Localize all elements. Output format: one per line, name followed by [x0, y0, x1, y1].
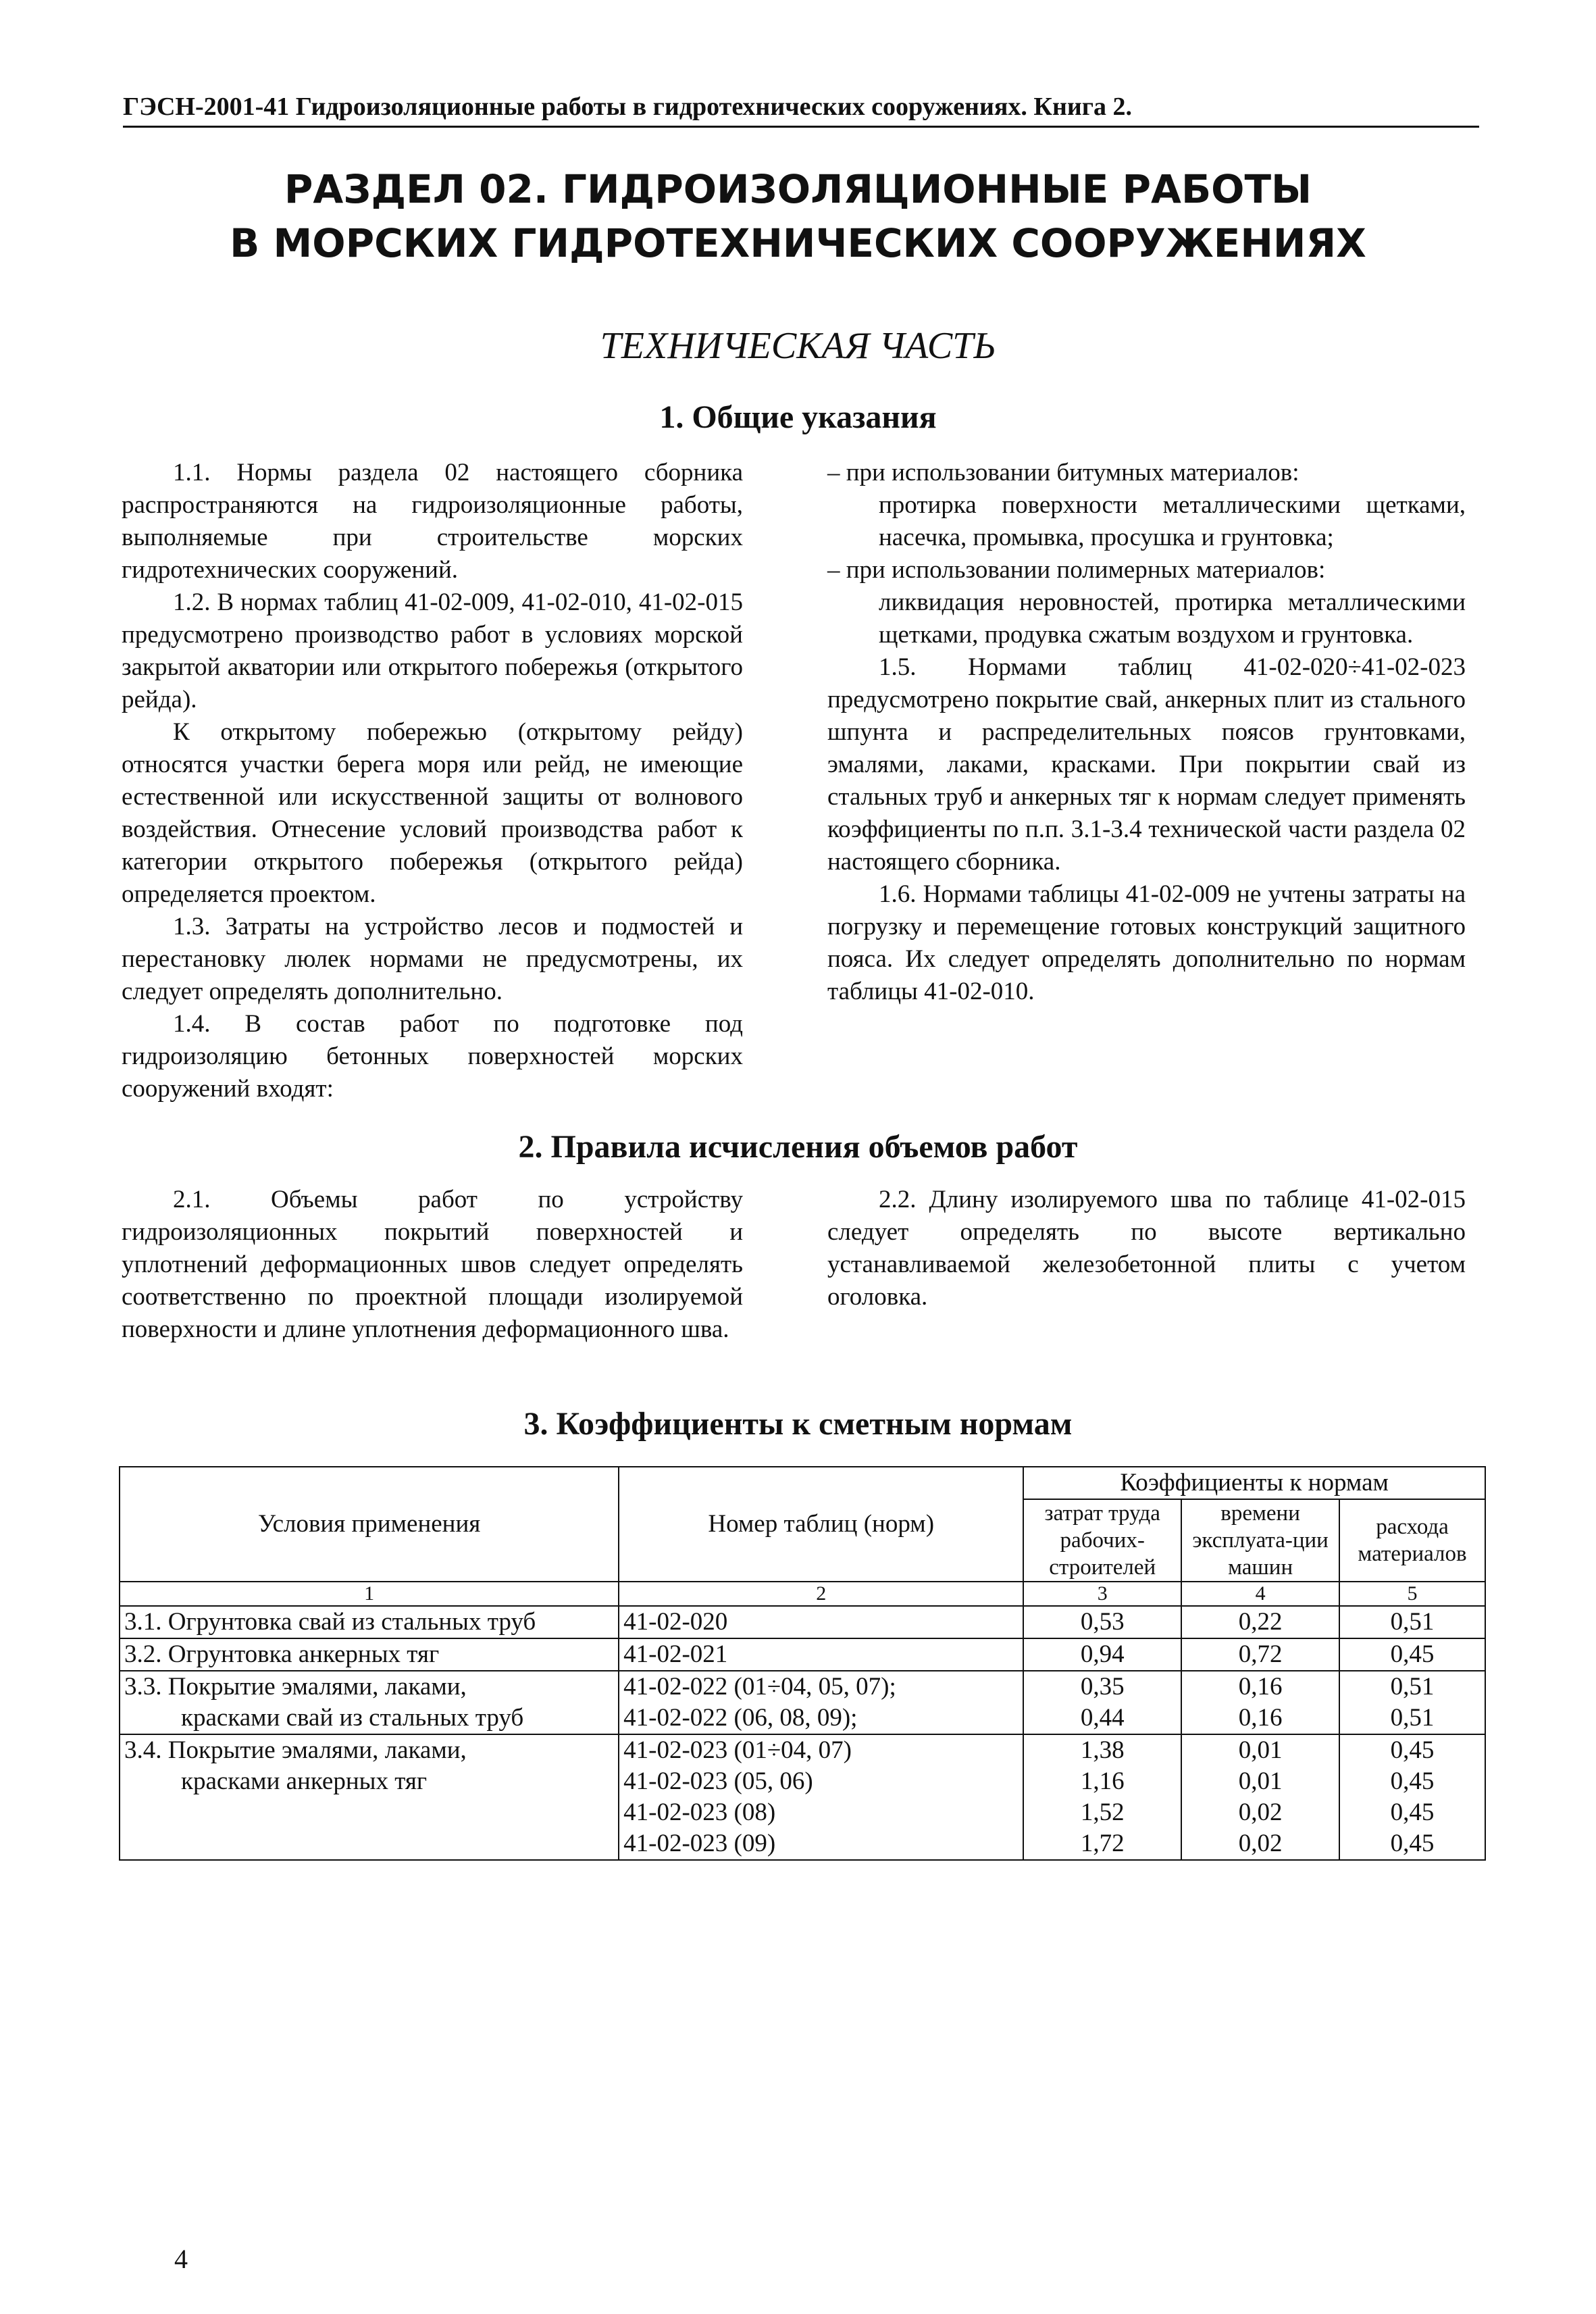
- bitumen-materials-text: протирка поверхности металлическими щетками, насечка, промывка, просушка и грунтовка;: [879, 491, 1466, 551]
- table-row: [120, 1703, 1485, 1734]
- general-left-column: [122, 457, 743, 1105]
- table-row: [120, 1671, 1485, 1703]
- material-coefficient: 0,45: [1339, 1766, 1485, 1797]
- header-coefficients-group: Коэффициенты к нормам: [1023, 1467, 1485, 1499]
- row-group-3-3: [120, 1671, 1485, 1734]
- section-title-line-1: РАЗДЕЛ 02. ГИДРОИЗОЛЯЦИОННЫЕ РАБОТЫ: [284, 166, 1312, 212]
- table-number-cell: 41-02-023 (01÷04, 07): [619, 1734, 1023, 1766]
- column-number: 4: [1181, 1582, 1339, 1606]
- table-row: [120, 1797, 1485, 1828]
- header-materials: расхода материалов: [1339, 1499, 1485, 1582]
- condition-cell: 3.4. Покрытие эмалями, лаками,: [120, 1734, 619, 1766]
- machine-coefficient: 0,16: [1181, 1671, 1339, 1703]
- labor-coefficient: 1,38: [1023, 1734, 1181, 1766]
- general-right-column: [827, 457, 1466, 1008]
- column-number: 2: [619, 1582, 1023, 1606]
- general-instructions-heading: 1. Общие указания: [659, 399, 937, 435]
- paragraph-2-2: 2.2. Длину изолируемого шва по таблице 41-02-015 следует определять по высоте вертикально устанавливаемой железобетонной плиты с учетом оголовка.: [827, 1186, 1466, 1311]
- table-number-cell: 41-02-023 (09): [619, 1828, 1023, 1860]
- coefficients-table: [119, 1466, 1486, 1861]
- running-header: ГЭСН-2001-41 Гидроизоляционные работы в гидротехнических сооружениях. Книга 2.: [123, 93, 1479, 128]
- volume-rules-heading: 2. Правила исчисления объемов работ: [518, 1129, 1078, 1165]
- paragraph-1-1: 1.1. Нормы раздела 02 настоящего сборника распространяются на гидроизоляционные работы, выполняемые при строительстве морских гидротехнических сооружений.: [122, 459, 743, 584]
- coefficients-heading: 3. Коэффициенты к сметным нормам: [523, 1406, 1073, 1442]
- condition-cell: 3.2. Огрунтовка анкерных тяг: [120, 1638, 619, 1671]
- polymer-materials-text: ликвидация неровностей, протирка металлическими щетками, продувка сжатым воздухом и грунтовка.: [879, 588, 1466, 649]
- labor-coefficient: 0,94: [1023, 1638, 1181, 1671]
- paragraph-1-2: 1.2. В нормах таблиц 41-02-009, 41-02-010, 41-02-015 предусмотрено производство работ в условиях морской закрытой акватории или открытого побережья (открытого рейда).: [122, 588, 743, 713]
- page-number: 4: [174, 2244, 188, 2274]
- header-labor: затрат труда рабочих-строителей: [1023, 1499, 1181, 1582]
- material-coefficient: 0,45: [1339, 1797, 1485, 1828]
- table-number-cell: 41-02-020: [619, 1606, 1023, 1638]
- row-group-3-4: [120, 1734, 1485, 1860]
- condition-cell: красками анкерных тяг: [120, 1766, 619, 1797]
- material-coefficient: 0,51: [1339, 1703, 1485, 1734]
- paragraph-1-5: 1.5. Нормами таблиц 41-02-020÷41-02-023 предусмотрено покрытие свай, анкерных плит из стального шпунта и распределительных поясов грунтовками, эмалями, лаками, красками. При покрытии свай из стальных труб и анкерных тяг к нормам следует применять коэффициенты по п.п. 3.1-3.4 технической части раздела 02 настоящего сборника.: [827, 653, 1466, 876]
- labor-coefficient: 0,44: [1023, 1703, 1181, 1734]
- condition-cell: красками свай из стальных труб: [120, 1703, 619, 1734]
- bitumen-materials-item: – при использовании битумных материалов:: [827, 459, 1299, 486]
- table-row: [120, 1766, 1485, 1797]
- material-coefficient: 0,51: [1339, 1671, 1485, 1703]
- polymer-materials-item: – при использовании полимерных материалов:: [827, 556, 1326, 584]
- condition-cell: [120, 1797, 619, 1828]
- header-machines: времени эксплуата-ции машин: [1181, 1499, 1339, 1582]
- condition-cell: 3.1. Огрунтовка свай из стальных труб: [120, 1606, 619, 1638]
- paragraph-1-2-open-coast: К открытому побережью (открытому рейду) относятся участки берега моря или рейд, не имеющие естественной или искусственной защиты от волнового воздействия. Отнесение условий производства работ к категории открытого побережья (открытого рейда) определяется проектом.: [122, 718, 743, 908]
- machine-coefficient: 0,01: [1181, 1734, 1339, 1766]
- table-number-cell: 41-02-021: [619, 1638, 1023, 1671]
- condition-cell: 3.3. Покрытие эмалями, лаками,: [120, 1671, 619, 1703]
- labor-coefficient: 0,53: [1023, 1606, 1181, 1638]
- technical-part-heading: ТЕХНИЧЕСКАЯ ЧАСТЬ: [600, 325, 996, 367]
- column-number: 3: [1023, 1582, 1181, 1606]
- material-coefficient: 0,45: [1339, 1734, 1485, 1766]
- machine-coefficient: 0,16: [1181, 1703, 1339, 1734]
- labor-coefficient: 1,16: [1023, 1766, 1181, 1797]
- paragraph-1-4: 1.4. В состав работ по подготовке под гидроизоляцию бетонных поверхностей морских сооружений входят:: [122, 1010, 743, 1103]
- labor-coefficient: 1,52: [1023, 1797, 1181, 1828]
- material-coefficient: 0,45: [1339, 1638, 1485, 1671]
- header-conditions: Условия применения: [120, 1467, 619, 1582]
- section-title: [0, 162, 1596, 270]
- material-coefficient: 0,45: [1339, 1828, 1485, 1860]
- paragraph-2-1: 2.1. Объемы работ по устройству гидроизоляционных покрытий поверхностей и уплотнений деформационных швов следует определять соответственно по проектной площади изолируемой поверхности и длине уплотнения деформационного шва.: [122, 1186, 743, 1343]
- table-number-cell: 41-02-022 (06, 08, 09);: [619, 1703, 1023, 1734]
- column-number: 1: [120, 1582, 619, 1606]
- machine-coefficient: 0,02: [1181, 1797, 1339, 1828]
- row-group-3-2: [120, 1638, 1485, 1671]
- labor-coefficient: 0,35: [1023, 1671, 1181, 1703]
- table-number-cell: 41-02-023 (05, 06): [619, 1766, 1023, 1797]
- material-coefficient: 0,51: [1339, 1606, 1485, 1638]
- table-row: [120, 1734, 1485, 1766]
- paragraph-1-6: 1.6. Нормами таблицы 41-02-009 не учтены затраты на погрузку и перемещение готовых конструкций защитного пояса. Их следует определять дополнительно по нормам таблицы 41-02-010.: [827, 880, 1466, 1005]
- section-title-line-2: В МОРСКИХ ГИДРОТЕХНИЧЕСКИХ СООРУЖЕНИЯХ: [230, 220, 1366, 266]
- labor-coefficient: 1,72: [1023, 1828, 1181, 1860]
- volume-right-column: [827, 1184, 1466, 1313]
- header-table-number: Номер таблиц (норм): [619, 1467, 1023, 1582]
- table-number-cell: 41-02-022 (01÷04, 05, 07);: [619, 1671, 1023, 1703]
- volume-left-column: [122, 1184, 743, 1346]
- row-group-3-1: [120, 1606, 1485, 1638]
- machine-coefficient: 0,01: [1181, 1766, 1339, 1797]
- machine-coefficient: 0,02: [1181, 1828, 1339, 1860]
- machine-coefficient: 0,72: [1181, 1638, 1339, 1671]
- table-row: [120, 1606, 1485, 1638]
- table-row: [120, 1828, 1485, 1860]
- condition-cell: [120, 1828, 619, 1860]
- table-number-cell: 41-02-023 (08): [619, 1797, 1023, 1828]
- column-number: 5: [1339, 1582, 1485, 1606]
- paragraph-1-3: 1.3. Затраты на устройство лесов и подмостей и перестановку люлек нормами не предусмотрены, их следует определять дополнительно.: [122, 913, 743, 1005]
- machine-coefficient: 0,22: [1181, 1606, 1339, 1638]
- table-row: [120, 1638, 1485, 1671]
